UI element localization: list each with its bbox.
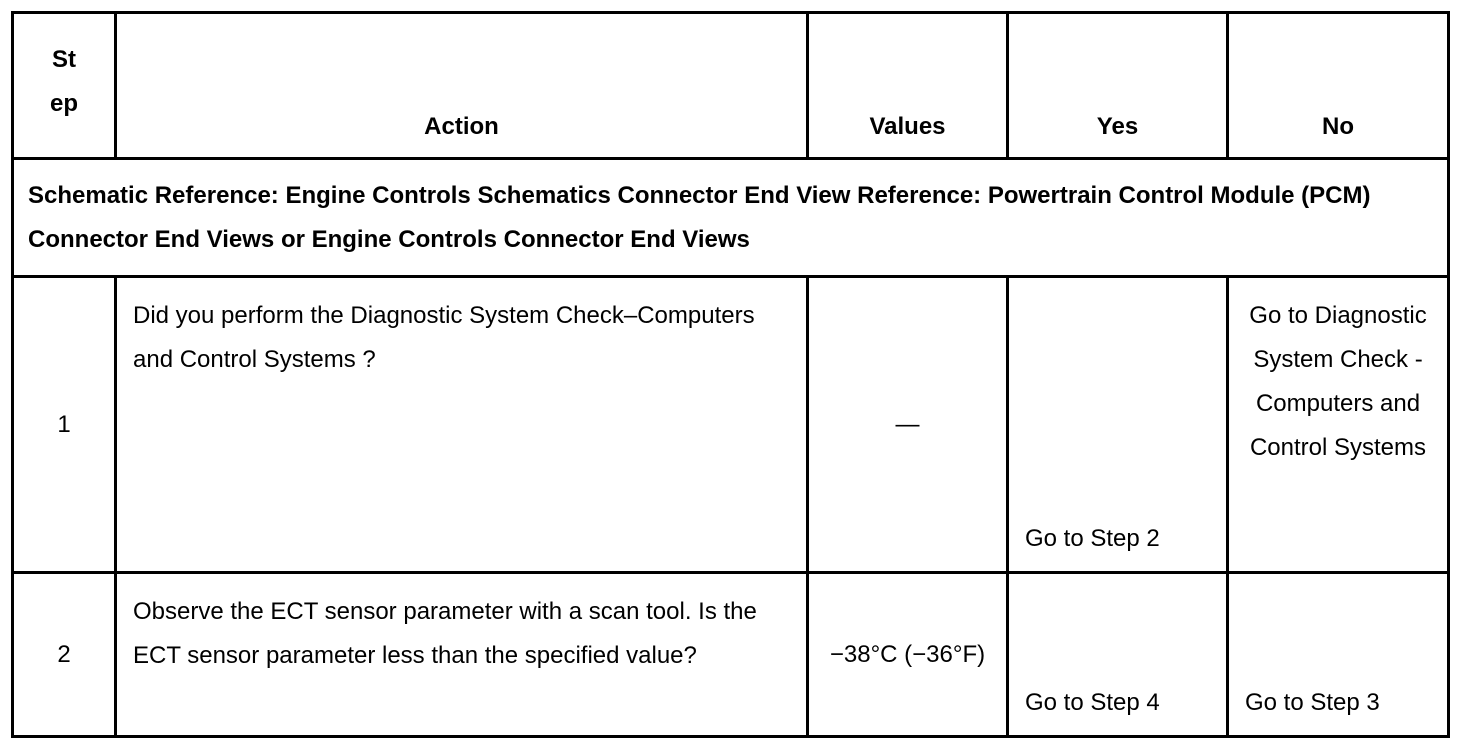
step-header-line-2: ep xyxy=(49,89,78,117)
table-row xyxy=(13,573,1449,737)
values-header: Values xyxy=(808,13,1008,159)
step-header-line-1: St xyxy=(52,45,76,73)
step-number: 2 xyxy=(13,573,116,737)
reference-row xyxy=(13,159,1449,277)
step-number: 1 xyxy=(13,277,116,573)
action-text: Did you perform the Diagnostic System Check–Computers and Control Systems ? xyxy=(116,277,808,573)
yes-link[interactable]: Go to Step 4 xyxy=(1008,573,1228,737)
step-header xyxy=(13,13,116,159)
value-cell: — xyxy=(808,277,1008,573)
table-row xyxy=(13,277,1449,573)
schematic-reference: Schematic Reference: Engine Controls Schematics Connector End View Reference: Powertrain Control Module (PCM) Connector End Views or Engine Controls Connector End Views xyxy=(13,159,1449,277)
action-header: Action xyxy=(116,13,808,159)
diagnostic-table xyxy=(11,11,1450,738)
no-link[interactable]: Go to Step 3 xyxy=(1228,573,1449,737)
yes-header: Yes xyxy=(1008,13,1228,159)
yes-link[interactable]: Go to Step 2 xyxy=(1008,277,1228,573)
no-link[interactable]: Go to Diagnostic System Check - Computers and Control Systems xyxy=(1228,277,1449,573)
no-header: No xyxy=(1228,13,1449,159)
header-row xyxy=(13,13,1449,159)
action-text: Observe the ECT sensor parameter with a scan tool. Is the ECT sensor parameter less than the specified value? xyxy=(116,573,808,737)
value-cell: −38°C (−36°F) xyxy=(808,573,1008,737)
